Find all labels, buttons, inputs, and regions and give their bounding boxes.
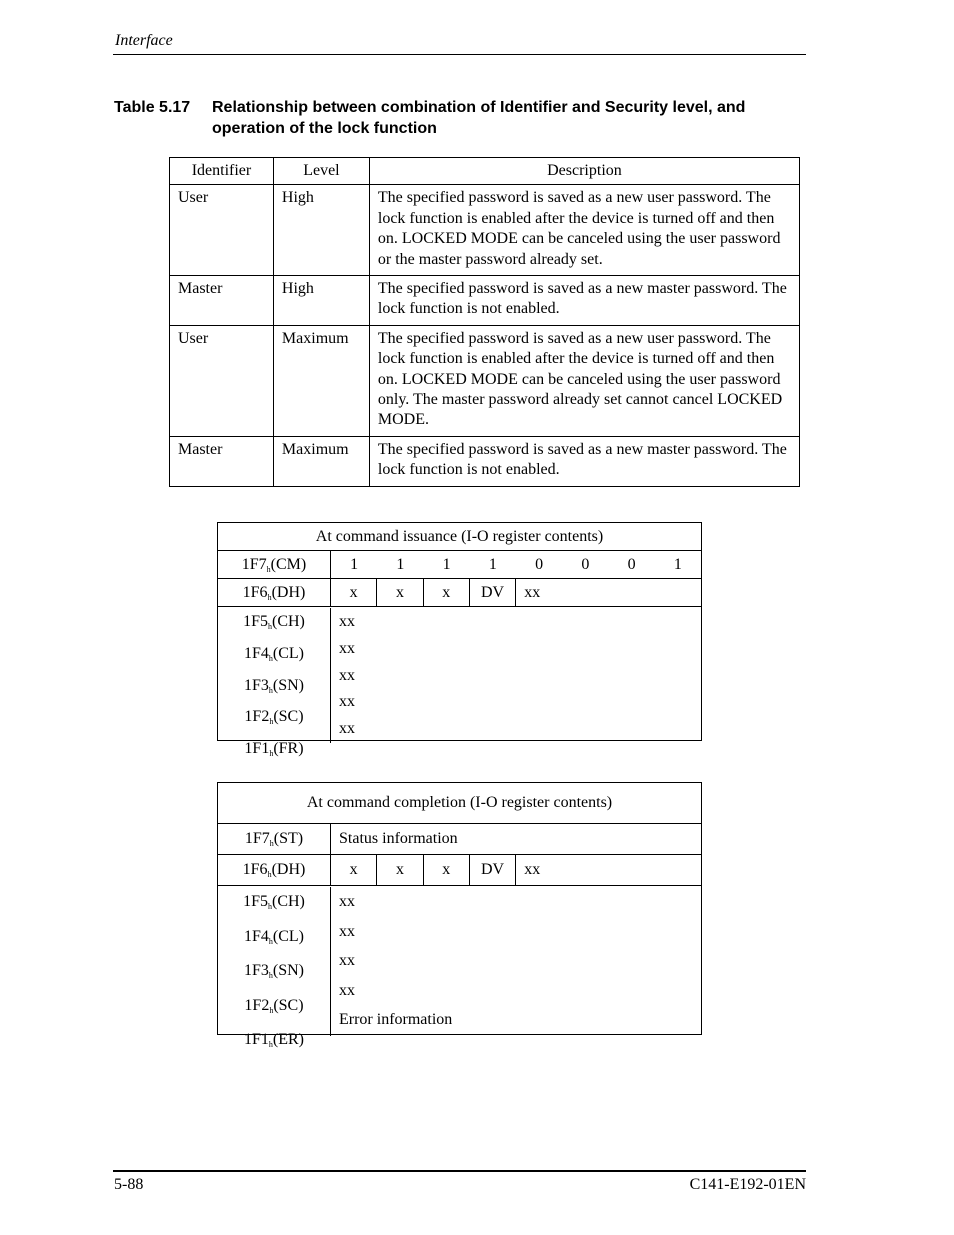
register-group [218,607,701,759]
lock-function-table [169,157,800,487]
bit-value: x [377,579,423,606]
bit-value: 1 [350,556,359,573]
register-label [218,1025,330,1060]
register-value: xx [339,720,355,738]
bit-value: x [377,855,423,885]
register-address: 1F6 [242,584,268,601]
register-name: (DH) [271,861,306,878]
bit-value: 1 [673,556,682,573]
register-values [331,824,701,854]
hex-suffix: h [268,971,273,981]
cell-description: The specified password is saved as a new user password. The lock function is enabled after the device is turned off and then on. LOCKED MODE can be canceled using the user password only. The master password already set cannot cancel LOCKED MODE. [369,325,799,436]
header-level: Level [273,158,369,185]
register-address: 1F5 [243,893,268,910]
register-group [218,886,701,1050]
header-description: Description [369,158,799,185]
bit-remaining: xx [524,861,541,878]
table-row [170,325,800,436]
register-address: 1F4 [243,644,269,662]
register-value: xx [339,693,355,711]
register-values [331,608,701,743]
register-values [331,887,701,1036]
register-label [218,887,330,922]
hex-suffix: h [267,593,272,602]
register-label [218,736,330,768]
register-address: 1F2 [244,996,270,1014]
cell-identifier: User [170,185,274,276]
register-name: (CH) [272,893,305,910]
register-address: 1F6 [242,861,268,878]
hex-suffix: h [266,565,271,574]
caption-number: Table 5.17 [114,99,191,116]
cell-description: The specified password is saved as a new master password. The lock function is not enabled. [369,436,799,486]
hex-suffix: h [268,653,273,663]
issuance-title-row [218,523,701,551]
register-row-st [218,824,701,855]
bit-remaining: xx [524,584,541,601]
hex-suffix: h [268,936,273,946]
header-rule [113,54,806,55]
hex-suffix: h [268,685,273,695]
document-code: C141-E192-01EN [689,1176,806,1193]
register-name: (SC) [273,708,304,726]
bit-value: x [424,579,470,606]
register-address: 1F7 [241,556,267,573]
register-name: (CM) [270,556,307,573]
bit-value: x [331,855,377,885]
register-label [218,824,331,854]
register-address: 1F3 [243,962,269,980]
register-labels [218,887,331,1050]
hex-suffix: h [268,622,272,631]
register-label [218,922,330,957]
register-name: (CL) [272,644,304,662]
cell-description: The specified password is saved as a new user password. The lock function is enabled after the device is turned off and then on. LOCKED MODE can be canceled using the user password or the master password already set. [369,185,799,276]
register-label [218,579,331,606]
cell-identifier: User [170,325,274,436]
bit-value: x [424,855,470,885]
table-header-row [170,158,800,185]
register-name: (ER) [272,1031,304,1049]
completion-title: At command completion (I-O register contents) [306,794,613,811]
register-name: (ST) [273,830,304,847]
table-row [170,276,800,326]
register-name: (SN) [272,676,304,694]
register-value: xx [339,922,355,940]
register-name: (SC) [273,996,304,1014]
bit-values [331,579,701,606]
register-value: xx [339,893,355,910]
register-label [218,991,330,1026]
hex-suffix: h [269,839,274,848]
register-address: 1F7 [244,830,270,847]
hex-suffix: h [269,1005,274,1015]
running-header: Interface [115,32,173,49]
register-name: (SN) [272,962,304,980]
register-labels [218,608,331,759]
register-row-dh [218,855,701,886]
register-address: 1F5 [243,613,268,630]
hex-suffix: h [268,1040,273,1050]
caption-text: Relationship between combination of Identifier and Security level, and operation of the lock function [212,99,746,137]
bit-values [331,551,701,578]
table-row [170,185,800,276]
cell-identifier: Master [170,276,274,326]
register-value: Error information [339,1011,453,1029]
cell-level: High [273,276,369,326]
bit-value: x [331,579,377,606]
bit-value: 1 [488,556,497,573]
hex-suffix: h [267,870,272,879]
register-row-cm [218,551,701,579]
register-name: (FR) [273,740,304,758]
register-label [218,609,330,641]
issuance-title: At command issuance (I-O register contents) [315,528,604,545]
register-label [218,641,330,673]
bit-value: DV [470,579,516,606]
bit-value: 0 [535,556,544,573]
register-address: 1F1 [244,740,270,758]
register-label [218,855,331,885]
issuance-register-table [217,522,702,759]
cell-level: High [273,185,369,276]
hex-suffix: h [269,749,274,759]
register-row-dh [218,579,701,607]
register-value: xx [339,952,355,970]
register-label [218,551,331,578]
header-identifier: Identifier [170,158,274,185]
register-value: Status information [339,830,458,847]
register-address: 1F3 [243,676,269,694]
register-value: xx [339,639,355,657]
register-address: 1F2 [244,708,270,726]
bit-values [331,855,701,885]
footer-rule [113,1170,806,1172]
register-value: xx [339,613,355,630]
completion-title-row [218,783,701,824]
bit-value: 1 [396,556,405,573]
page-number: 5-88 [114,1176,144,1193]
cell-level: Maximum [273,325,369,436]
register-name: (CL) [272,927,304,945]
cell-identifier: Master [170,436,274,486]
hex-suffix: h [268,902,272,911]
cell-description: The specified password is saved as a new master password. The lock function is not enabled. [369,276,799,326]
register-label [218,673,330,705]
bit-value: 0 [581,556,590,573]
register-address: 1F1 [243,1031,269,1049]
register-value: xx [339,666,355,684]
bit-value: DV [470,855,516,885]
completion-register-table [217,782,702,1050]
register-name: (CH) [272,613,305,630]
register-label [218,704,330,736]
hex-suffix: h [269,717,274,727]
bit-value: 1 [442,556,451,573]
register-value: xx [339,981,355,999]
cell-level: Maximum [273,436,369,486]
bit-value: 0 [627,556,636,573]
table-row [170,436,800,486]
register-label [218,956,330,991]
register-address: 1F4 [243,927,269,945]
register-name: (DH) [271,584,306,601]
